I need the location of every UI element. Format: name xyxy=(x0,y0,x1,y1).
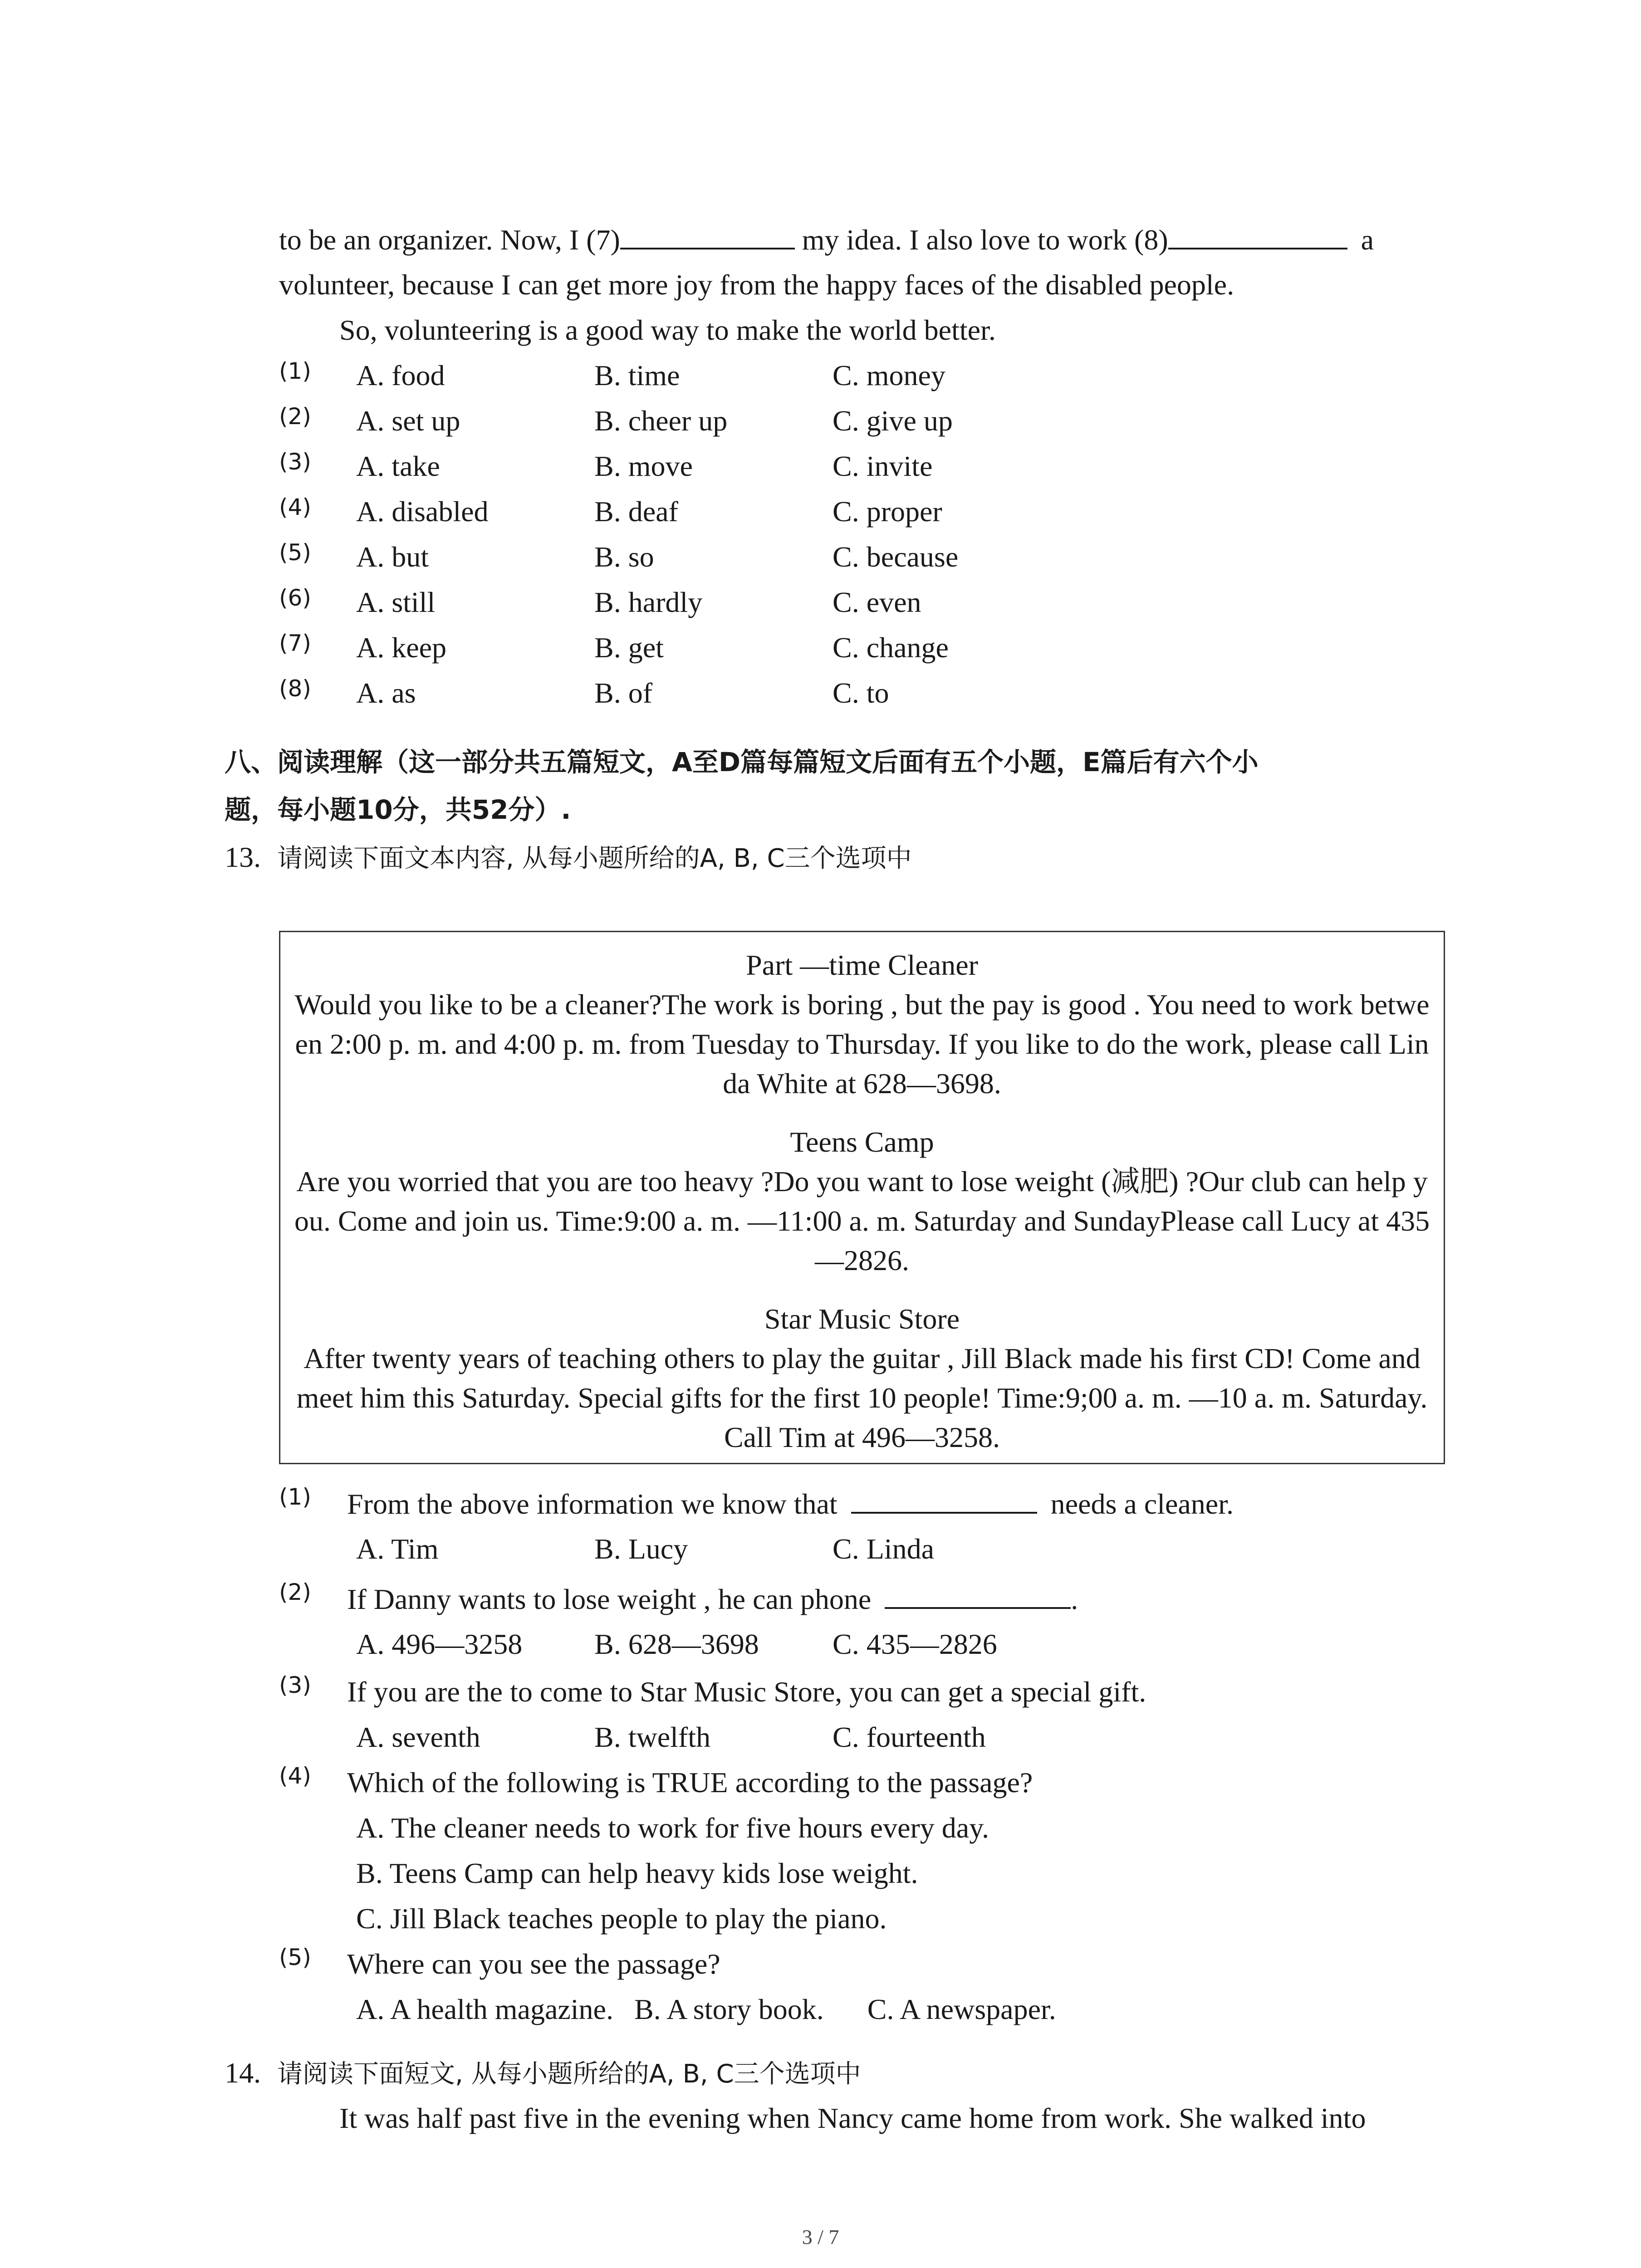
option-a: A. set up xyxy=(356,405,460,437)
sub-question-1-number: (1) xyxy=(279,1484,311,1510)
option-a: A. as xyxy=(356,677,416,709)
question-13-instruction: 请阅读下面文本内容, 从每小题所给的A, B, C三个选项中 xyxy=(277,844,912,873)
option-b: B. Lucy xyxy=(594,1533,688,1565)
sub-question-4-number: (4) xyxy=(279,1763,311,1789)
ad-teens-camp xyxy=(280,1109,1445,1286)
question-14-passage-first-line: It was half past five in the evening when Nancy came home from work. She walked into xyxy=(339,2102,1366,2134)
section-heading-line-2: 题，每小题10分，共52分）. xyxy=(225,794,571,825)
sub-question-1-stem-b: needs a cleaner. xyxy=(1050,1488,1234,1520)
option-a: A. still xyxy=(356,586,436,618)
passage-line-2: volunteer, because I can get more joy from the happy faces of the disabled people. xyxy=(279,269,1234,301)
option-b: B. 628—3698 xyxy=(594,1628,759,1660)
option-a: A. food xyxy=(356,359,445,391)
option-number: (1) xyxy=(279,358,311,384)
option-c: C. because xyxy=(833,541,959,573)
option-a: A. Tim xyxy=(356,1533,439,1565)
option-a: A. 496—3258 xyxy=(356,1628,523,1660)
option-c: C. 435—2826 xyxy=(833,1628,997,1660)
sub-question-4-option-b: B. Teens Camp can help heavy kids lose weight. xyxy=(356,1857,918,1889)
option-c: C. fourteenth xyxy=(833,1721,986,1753)
question-13-heading xyxy=(225,839,912,877)
passage-line-1 xyxy=(279,221,1374,258)
option-a: A. seventh xyxy=(356,1721,480,1753)
sub-question-3-number: (3) xyxy=(279,1672,311,1698)
sub-question-4-option-c: C. Jill Black teaches people to play the piano. xyxy=(356,1902,887,1935)
option-c: C. to xyxy=(833,677,889,709)
option-b: B. get xyxy=(594,631,664,664)
option-a: A. A health magazine. xyxy=(356,1993,613,2025)
question-14-heading xyxy=(225,2055,861,2092)
sub-question-5-number: (5) xyxy=(279,1944,311,1970)
option-c: C. Linda xyxy=(833,1533,934,1565)
option-b: B. cheer up xyxy=(594,405,728,437)
passage-line-1-b: my idea. I also love to work (8) xyxy=(802,224,1168,256)
blank-answer xyxy=(885,1581,1071,1609)
option-number: (7) xyxy=(279,630,311,656)
blank-7 xyxy=(620,221,795,249)
sub-question-2-number: (2) xyxy=(279,1579,311,1605)
option-c: C. proper xyxy=(833,495,942,528)
option-b: B. A story book. xyxy=(634,1993,824,2025)
ad-title: Star Music Store xyxy=(764,1302,960,1335)
option-b: B. time xyxy=(594,359,680,391)
ad-body: Are you worried that you are too heavy ?Do you want to lose weight (减肥) ?Our club can help you. Come and join us. Time:9:00 a. m. —11:00 a. m. Saturday and SundayPlease call Lucy at 435—2826. xyxy=(294,1165,1430,1276)
option-c: C. give up xyxy=(833,405,953,437)
option-c: C. A newspaper. xyxy=(867,1993,1056,2025)
ad-body: Would you like to be a cleaner?The work is boring , but the pay is good . You need to work between 2:00 p. m. and 4:00 p. m. from Tuesday to Thursday. If you like to do the work, please call Linda White at 628—3698. xyxy=(294,988,1430,1100)
sub-question-4-stem: Which of the following is TRUE according to the passage? xyxy=(347,1766,1033,1799)
section-heading-line-1: 八、阅读理解（这一部分共五篇短文，A至D篇每篇短文后面有五个小题，E篇后有六个小 xyxy=(225,747,1259,777)
option-number: (5) xyxy=(279,539,311,566)
option-a: A. keep xyxy=(356,631,447,664)
question-14-number: 14. xyxy=(225,2057,261,2089)
option-b: B. move xyxy=(594,450,693,482)
option-a: A. but xyxy=(356,541,429,573)
option-b: B. deaf xyxy=(594,495,678,528)
blank-8 xyxy=(1168,221,1347,249)
question-13-number: 13. xyxy=(225,841,261,873)
option-b: B. twelfth xyxy=(594,1721,710,1753)
sub-question-2-stem-a: If Danny wants to lose weight , he can phone xyxy=(347,1583,872,1615)
option-b: B. hardly xyxy=(594,586,703,618)
advertisement-table xyxy=(279,931,1445,1464)
sub-question-4-option-a: A. The cleaner needs to work for five hours every day. xyxy=(356,1812,989,1844)
ad-star-music-store xyxy=(280,1286,1445,1464)
sub-question-3-stem: If you are the to come to Star Music Store, you can get a special gift. xyxy=(347,1676,1146,1708)
blank-answer xyxy=(851,1486,1037,1514)
ad-row xyxy=(280,1109,1445,1286)
ad-part-time-cleaner xyxy=(280,932,1445,1110)
option-number: (8) xyxy=(279,675,311,702)
sub-question-1-stem xyxy=(347,1486,1234,1522)
ad-row xyxy=(280,932,1445,1110)
option-number: (4) xyxy=(279,494,311,520)
sub-question-5-stem: Where can you see the passage? xyxy=(347,1948,720,1980)
question-14-instruction: 请阅读下面短文, 从每小题所给的A, B, C三个选项中 xyxy=(277,2059,861,2089)
option-b: B. so xyxy=(594,541,654,573)
sub-question-2-stem xyxy=(347,1581,1078,1618)
sub-question-5-options xyxy=(356,1991,1056,2028)
option-c: C. money xyxy=(833,359,945,391)
sub-question-1-stem-a: From the above information we know that xyxy=(347,1488,838,1520)
option-number: (2) xyxy=(279,403,311,430)
ad-row xyxy=(280,1286,1445,1464)
option-a: A. take xyxy=(356,450,440,482)
ad-title: Teens Camp xyxy=(790,1125,934,1158)
sub-question-2-stem-b: . xyxy=(1071,1583,1078,1615)
option-b: B. of xyxy=(594,677,652,709)
option-number: (6) xyxy=(279,585,311,611)
ad-body: After twenty years of teaching others to play the guitar , Jill Black made his first CD! Come and meet him this Saturday. Special gifts for the first 10 people! Time:9;00 a. m. —10 a. m. Saturday. Call Tim at 496—3258. xyxy=(296,1342,1428,1453)
option-a: A. disabled xyxy=(356,495,489,528)
option-number: (3) xyxy=(279,449,311,475)
option-c: C. even xyxy=(833,586,921,618)
option-c: C. invite xyxy=(833,450,933,482)
page-number: 3 / 7 xyxy=(802,2225,839,2248)
ad-title: Part —time Cleaner xyxy=(746,948,978,981)
option-c: C. change xyxy=(833,631,949,664)
passage-line-1-c: a xyxy=(1361,224,1374,256)
passage-line-3: So, volunteering is a good way to make the world better. xyxy=(339,314,996,346)
passage-line-1-a: to be an organizer. Now, I (7) xyxy=(279,224,620,256)
